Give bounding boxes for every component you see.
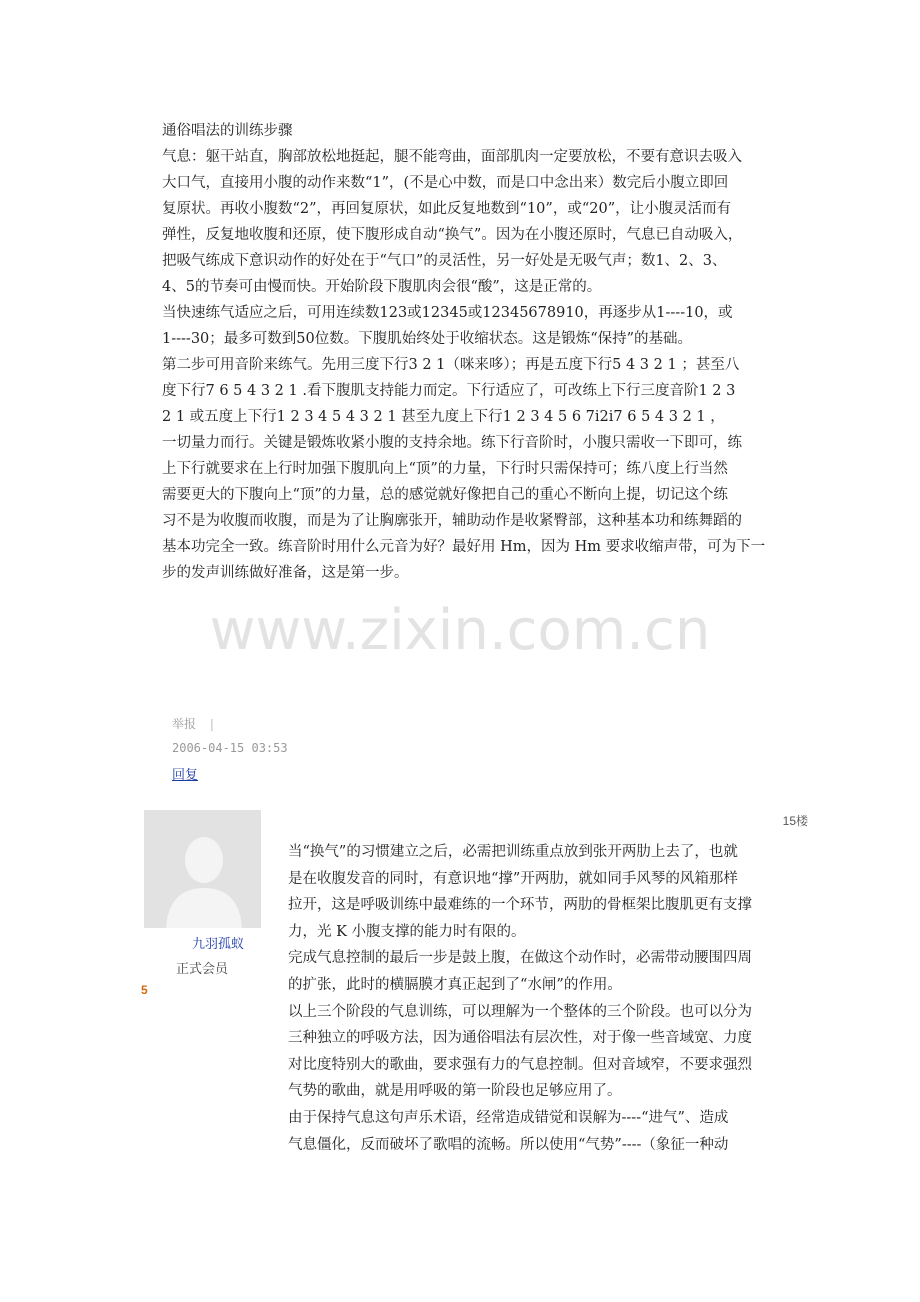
post-line: 当快速练气适应之后，可用连续数123或12345或12345678910，再逐步从1----10，或 — [162, 305, 733, 321]
post-line: 大口气，直接用小腹的动作来数“1”，(不是心中数，而是口中念出来）数完后小腹立即回 — [162, 175, 729, 191]
default-avatar-icon — [144, 810, 261, 928]
post-line: 气息：躯干站直，胸部放松地挺起，腿不能弯曲，面部肌肉一定要放松，不要有意识去吸入 — [162, 149, 742, 165]
post-line: 气势的歌曲，就是用呼吸的第一阶段也足够应用了。 — [288, 1083, 622, 1100]
post-line: 度下行7 6 5 4 3 2 1 .看下腹肌支持能力而定。下行适应了，可改练上下行三度音阶1 2 3 — [162, 383, 736, 399]
post-line: 2 1 或五度上下行1 2 3 4 5 4 3 2 1 甚至九度上下行1 2 3 4 5 6 7i2i7 6 5 4 3 2 1 ， — [162, 409, 725, 425]
post-line: 弹性，反复地收腹和还原，使下腹形成自动“换气”。因为在小腹还原时，气息已自动吸入， — [162, 227, 743, 243]
reply-link[interactable]: 回复 — [172, 768, 199, 783]
post-line: 把吸气练成下意识动作的好处在于“气口”的灵活性，另一好处是无吸气声；数1、2、3、 — [162, 253, 727, 269]
post-line: 的扩张，此时的横膈膜才真正起到了“水闸”的作用。 — [288, 976, 622, 993]
post-line: 4、5的节奏可由慢而快。开始阶段下腹肌肉会很“酸”，这是正常的。 — [162, 279, 602, 295]
post-line: 1----30；最多可数到50位数。下腹肌始终处于收缩状态。这是锻炼“保持”的基础。 — [162, 331, 693, 347]
separator: | — [209, 717, 214, 731]
post-line: 复原状。再收小腹数“2”，再回复原状，如此反复地数到“10”，或“20”，让小腹灵活而有 — [162, 201, 732, 217]
floor-number: 15楼 — [782, 814, 808, 828]
reply-body — [288, 839, 810, 1158]
post-line: 一切量力而行。关键是锻炼收紧小腹的支持余地。练下行音阶时，小腹只需收一下即可，练 — [162, 435, 742, 451]
post-line: 当“换气”的习惯建立之后，必需把训练重点放到张开两肋上去了，也就 — [288, 844, 738, 860]
watermark: www.zixin.com.cn — [209, 598, 711, 663]
post-line: 通俗唱法的训练步骤 — [162, 123, 293, 139]
post-line: 上下行就要求在上行时加强下腹肌向上“顶”的力量，下行时只需保持可；练八度上行当然 — [162, 461, 728, 477]
post-line: 力，光 K 小腹支撑的能力时有限的。 — [288, 923, 526, 940]
post-line: 需要更大的下腹向上“顶”的力量，总的感觉就好像把自己的重心不断向上提，切记这个练 — [162, 487, 728, 503]
post-line: 习不是为收腹而收腹，而是为了让胸廓张开，辅助动作是收紧臀部，这种基本功和练舞蹈的 — [162, 513, 742, 529]
post-line: 以上三个阶段的气息训练，可以理解为一个整体的三个阶段。也可以分为 — [288, 1003, 752, 1020]
post-body — [162, 118, 810, 586]
post-timestamp: 2006-04-15 03:53 — [172, 741, 288, 755]
post-line: 是在收腹发音的同时，有意识地“撑”开两肋，就如同手风琴的风箱那样 — [288, 870, 738, 887]
post-line: 第二步可用音阶来练气。先用三度下行3 2 1（咪来哆）；再是五度下行5 4 3 2 1 ；甚至八 — [162, 357, 740, 373]
post-line: 对比度特别大的歌曲，要求强有力的气息控制。但对音域窄，不要求强烈 — [288, 1056, 752, 1073]
post-actions — [172, 715, 214, 732]
post-line: 基本功完全一致。练音阶时用什么元音为好？最好用 Hm，因为 Hm 要求收缩声带，可为下一 — [162, 539, 766, 555]
report-link[interactable]: 举报 — [172, 717, 197, 731]
user-role: 正式会员 — [176, 962, 229, 977]
username-link[interactable]: 九羽孤蚁 — [192, 937, 245, 952]
post-line: 由于保持气息这句声乐术语，经常造成错觉和误解为----“进气”、造成 — [288, 1109, 729, 1126]
post-line: 气息僵化，反而破坏了歌唱的流畅。所以使用“气势”----（象征一种动 — [288, 1136, 729, 1153]
post-line: 三种独立的呼吸方法，因为通俗唱法有层次性，对于像一些音域宽、力度 — [288, 1030, 752, 1047]
user-points: 5 — [141, 983, 148, 997]
avatar[interactable] — [144, 810, 261, 928]
post-line: 完成气息控制的最后一步是鼓上腹，在做这个动作时，必需带动腰围四周 — [288, 950, 752, 967]
post-line: 步的发声训练做好准备，这是第一步。 — [162, 565, 409, 581]
post-line: 拉开，这是呼吸训练中最难练的一个环节，两肋的骨框架比腹肌更有支撑 — [288, 897, 752, 914]
